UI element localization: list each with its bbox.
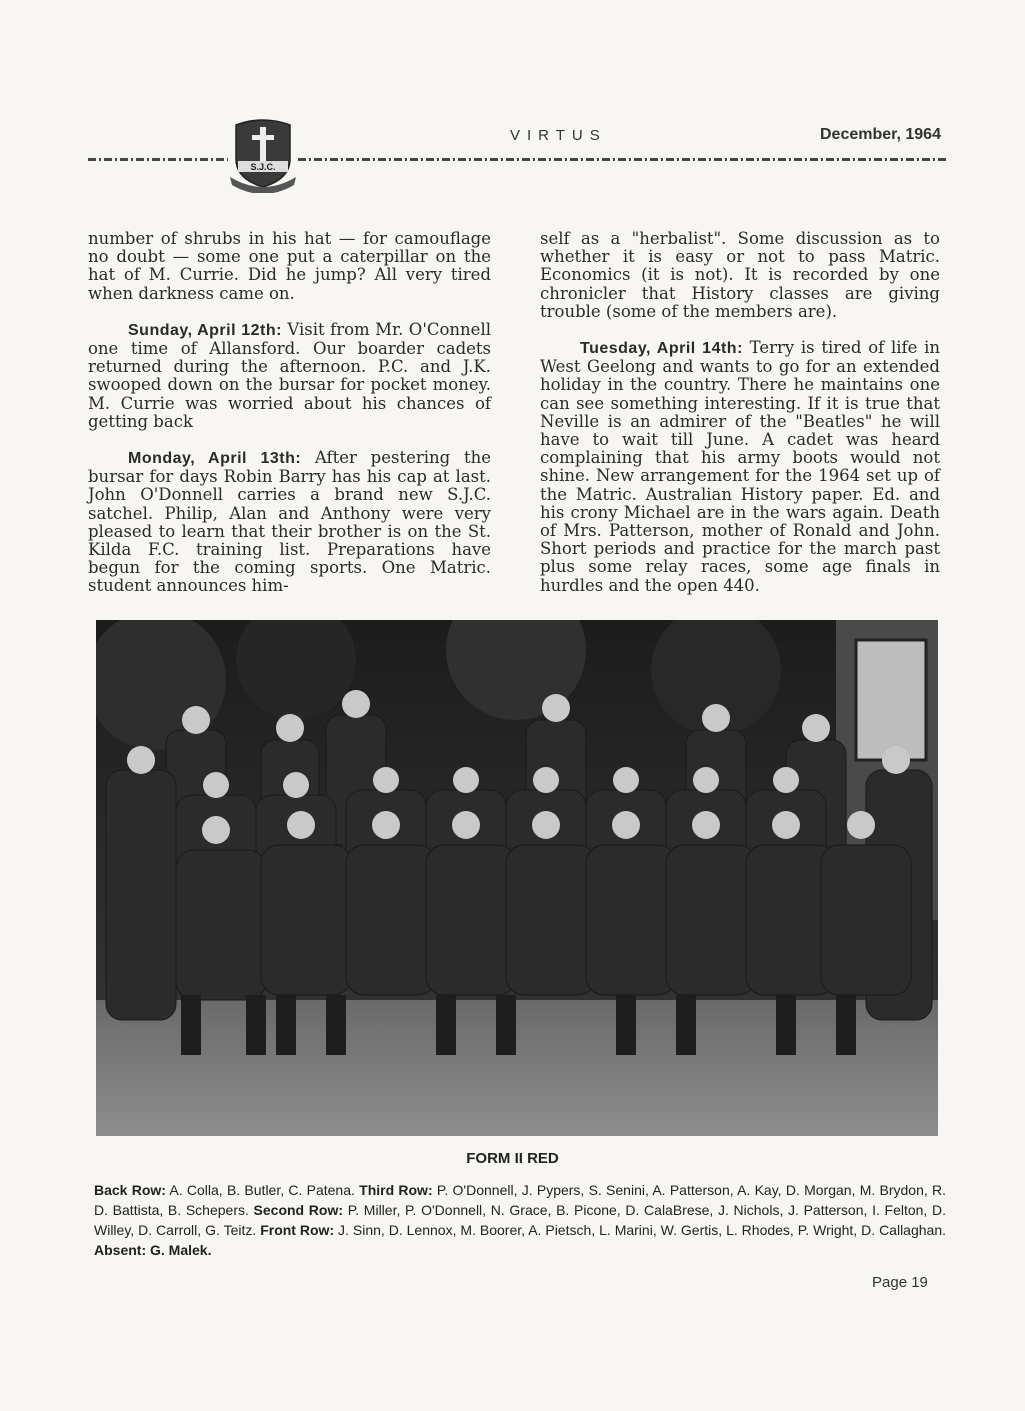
row-names: A. Colla, B. Butler, C. Patena.	[165, 1182, 360, 1198]
class-photo-image	[96, 620, 938, 1136]
class-photo	[96, 620, 938, 1136]
row-names: J. Sinn, D. Lennox, M. Boorer, A. Pietsch, L. Marini, W. Gertis, L. Rhodes, P. Wright, D. Callaghan.	[334, 1222, 947, 1238]
row-label: Third Row:	[359, 1182, 433, 1198]
header-rule-right	[298, 158, 946, 161]
photo-names-list	[94, 1180, 946, 1260]
paragraph	[88, 449, 491, 596]
header-rule-left	[88, 158, 228, 161]
diary-date: Tuesday, April 14th:	[580, 340, 743, 358]
paragraph: self as a "herbalist". Some discussion as to whether it is easy or not to pass Matric. Economics (it is not). It is recorded by one chronicler that History classes are giving trouble (some of the members are).	[540, 229, 940, 321]
left-column	[88, 230, 491, 614]
paragraph	[540, 339, 940, 595]
diary-date: Sunday, April 12th:	[128, 321, 282, 339]
row-label: Front Row:	[260, 1222, 335, 1238]
paragraph	[88, 321, 491, 431]
diary-text: After pestering the bursar for days Robin Barry has his cap at last. John O'Donnell carries a brand new S.J.C. satchel. Philip, Alan and Anthony were very pleased to learn that their brother is on the St. Kilda F.C. training list. Preparations have begun for the coming sports. One Matric. student announces him-	[88, 448, 491, 596]
diary-text: Visit from Mr. O'Connell one time of Allansford. Our boarder cadets returned during the afternoon. P.C. and J.K. swooped down on the bursar for pocket money. M. Currie was worried about his chances of getting back	[88, 319, 492, 431]
row-label: Back Row:	[94, 1182, 166, 1198]
photo-caption-title: FORM II RED	[466, 1150, 559, 1167]
row-names: P. O'Donnell, J. Pypers, S. Senini, A. Patterson, A. Kay, D. Morgan, M. Brydon, R. D. Battista, B. Schepers.	[94, 1182, 946, 1218]
diary-text: Terry is tired of life in West Geelong and wants to go for an extended holiday in the country. There he maintains one can see something interesting. If it is true that Neville is an admirer of the "Beatles" he will have to wait till June. A cadet was heard complaining that his army boots would not shine. New arrangement for the 1964 set up of the Matric. Australian History paper. Ed. and his crony Michael are in the wars again. Death of Mrs. Patterson, mother of Ronald and John. Short periods and practice for the march past plus some relay races, some age finals in hurdles and the open 440.	[540, 338, 940, 595]
row-label: Second Row:	[253, 1202, 344, 1218]
issue-date: December, 1964	[820, 126, 941, 143]
absent-note: Absent: G. Malek.	[94, 1242, 212, 1258]
diary-date: Monday, April 13th:	[128, 450, 302, 468]
row-names: P. Miller, P. O'Donnell, N. Grace, B. Picone, D. CalaBrese, J. Nichols, J. Patterson, I. Felton, D. Willey, D. Carroll, G. Teitz.	[94, 1202, 946, 1238]
paragraph: number of shrubs in his hat — for camouflage no doubt — some one put a caterpillar on the hat of M. Currie. Did he jump? All very tired when darkness came on.	[88, 229, 491, 303]
right-column	[540, 230, 940, 613]
publication-title: VIRTUS	[510, 127, 607, 144]
school-crest-icon	[226, 117, 300, 193]
page-number: Page 19	[872, 1274, 928, 1291]
svg-text:S.J.C.: S.J.C.	[250, 162, 276, 172]
